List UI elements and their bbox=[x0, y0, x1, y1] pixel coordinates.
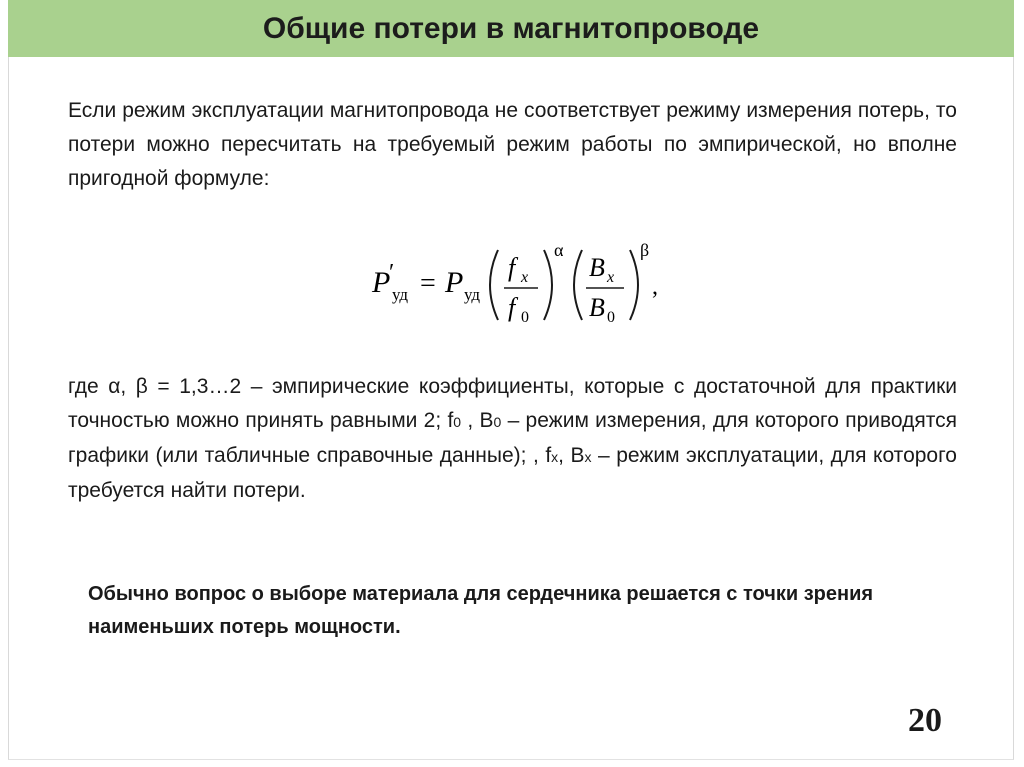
formula-rhs-sub: уд bbox=[464, 285, 481, 304]
frac2-num: B bbox=[589, 253, 605, 282]
explanation-part-3: – режим измерения, для которого приводятся графики (или табличные справочные данные); , f bbox=[68, 409, 957, 467]
fx-subscript: x bbox=[551, 449, 559, 465]
formula-exp-alpha: α bbox=[554, 240, 564, 260]
formula-svg bbox=[370, 232, 670, 332]
right-paren-1 bbox=[544, 250, 552, 320]
frac2-den-sub: 0 bbox=[607, 309, 615, 326]
bx-subscript: x bbox=[584, 449, 592, 465]
left-paren-2 bbox=[574, 250, 582, 320]
frac2-den: B bbox=[589, 293, 605, 322]
explanation-part-4: , B bbox=[558, 444, 585, 467]
formula-lhs-sub: уд bbox=[392, 285, 409, 304]
explanation-paragraph bbox=[68, 370, 957, 508]
f0-subscript: 0 bbox=[453, 414, 462, 430]
frac1-den-sub: 0 bbox=[521, 309, 529, 326]
frac1-den: f bbox=[508, 293, 516, 322]
explanation-part-1: где α, β = 1,3…2 – эмпирические коэффициенты, которые с достаточной для практики точностью можно принять равными 2; f bbox=[68, 375, 957, 432]
formula-lhs-prime: ′ bbox=[389, 260, 395, 286]
formula-equals: = bbox=[420, 268, 436, 299]
frac2-num-sub: x bbox=[607, 269, 615, 286]
explanation-part-5: – режим эксплуатации, для которого требуется найти потери. bbox=[68, 444, 957, 502]
b0-subscript: 0 bbox=[493, 414, 502, 430]
formula-rhs-symbol: P bbox=[445, 266, 464, 299]
loss-formula bbox=[370, 232, 670, 332]
page-number: 20 bbox=[908, 702, 942, 739]
formula-exp-beta: β bbox=[640, 240, 650, 260]
frac1-num: f bbox=[508, 253, 516, 282]
formula-lhs-symbol: P bbox=[372, 266, 391, 299]
bold-note: Обычно вопрос о выборе материала для сердечника решается с точки зрения наименьших потерь мощности. bbox=[88, 583, 874, 638]
title-bar bbox=[8, 0, 1014, 57]
frac1-num-sub: x bbox=[521, 269, 529, 286]
formula-trailing-comma: , bbox=[652, 274, 658, 300]
slide-title: Общие потери в магнитопроводе bbox=[262, 11, 760, 45]
left-paren-1 bbox=[490, 250, 498, 320]
intro-paragraph: Если режим эксплуатации магнитопровода не соответствует режиму измерения потерь, то потери можно пересчитать на требуемый режим работы по эмпирической, но вполне пригодной формуле: bbox=[68, 99, 957, 190]
explanation-part-2: , B bbox=[461, 409, 494, 432]
right-paren-2 bbox=[630, 250, 638, 320]
